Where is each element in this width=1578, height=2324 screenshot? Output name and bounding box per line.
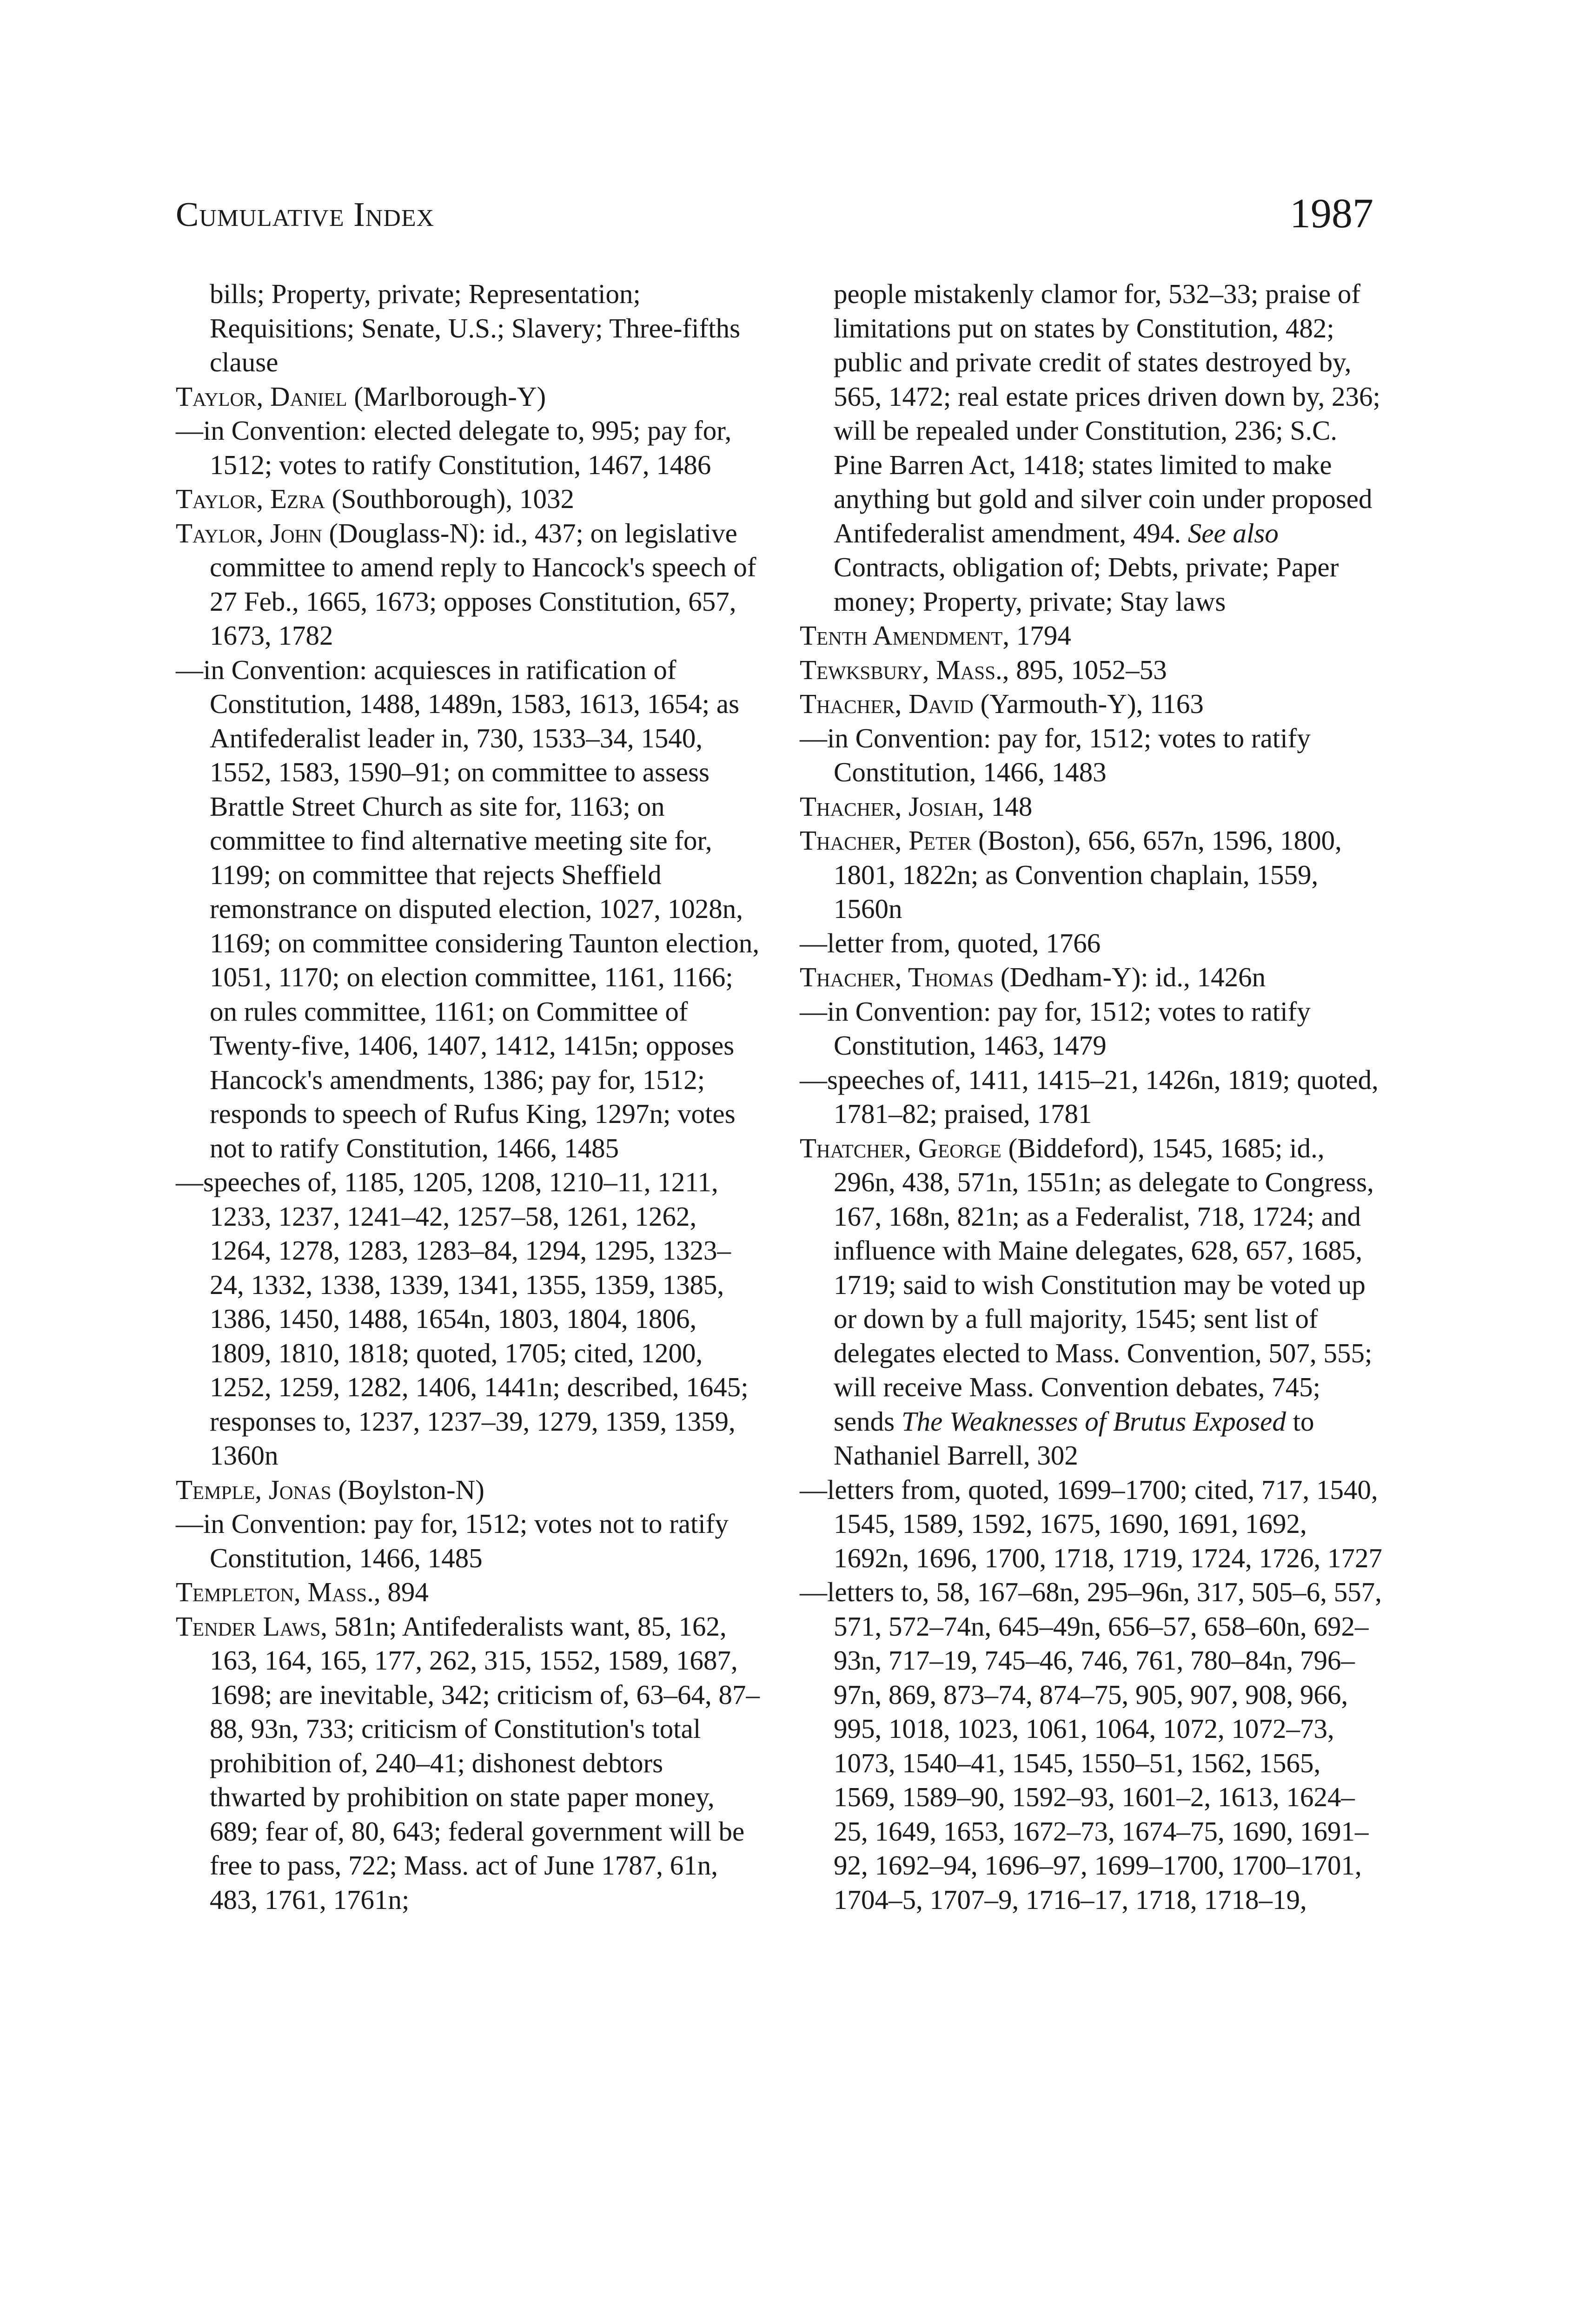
index-entry-continuation: bills; Property, private; Representation; Requisitions; Senate, U.S.; Slavery; Three-fifths clause xyxy=(210,278,741,377)
work-title: The Weaknesses of Brutus Exposed xyxy=(901,1406,1286,1437)
index-column-right xyxy=(800,277,1388,1917)
entry-heading: Thacher, Thomas xyxy=(800,962,994,992)
index-entry: Thatcher, George (Biddeford), 1545, 1685; id., 296n, 438, 571n, 1551n; as delegate to Congress, 167, 168n, 821n; as a Federalist, 718, 1724; and influence with Maine delegates, 628, 657, 1685, 1719; said to wish Constitution may be voted up or down by a full majority, 1545; sent list of delegates elected to Mass. Convention, 507, 555; will receive Mass. Convention debates, 745; sends The Weaknesses of Brutus Exposed to Nathaniel Barrell, 302 xyxy=(800,1132,1374,1471)
entry-heading: Thacher, David xyxy=(800,688,974,719)
index-entry: Templeton, Mass., 894 xyxy=(176,1577,429,1607)
index-entry: Thacher, Thomas (Dedham-Y): id., 1426n xyxy=(800,962,1266,992)
index-subentry: —speeches of, 1411, 1415–21, 1426n, 1819; quoted, 1781–82; praised, 1781 xyxy=(800,1064,1379,1129)
index-subentry: —letters to, 58, 167–68n, 295–96n, 317, 505–6, 557, 571, 572–74n, 645–49n, 656–57, 658–60n, 692–93n, 717–19, 745–46, 746, 761, 780–84n, 796–97n, 869, 873–74, 874–75, 905, 907, 908, 966, 995, 1018, 1023, 1061, 1064, 1072, 1072–73, 1073, 1540–41, 1545, 1550–51, 1562, 1565, 1569, 1589–90, 1592–93, 1601–2, 1613, 1624–25, 1649, 1653, 1672–73, 1674–75, 1690, 1691–92, 1692–94, 1696–97, 1699–1700, 1700–1701, 1704–5, 1707–9, 1716–17, 1718, 1718–19, xyxy=(800,1577,1382,1915)
page-number: 1987 xyxy=(1290,191,1373,237)
entry-heading: Tenth Amendment xyxy=(800,620,1003,651)
index-subentry: —in Convention: acquiesces in ratification of Constitution, 1488, 1489n, 1583, 1613, 1654; as Antifederalist leader in, 730, 1533–34, 1540, 1552, 1583, 1590–91; on committee to assess Brattle Street Church as site for, 1163; on committee to find alternative meeting site for, 1199; on committee that rejects Sheffield remonstrance on disputed election, 1027, 1028n, 1169; on committee considering Taunton election, 1051, 1170; on election committee, 1161, 1166; on rules committee, 1161; on Committee of Twenty-five, 1406, 1407, 1412, 1415n; opposes Hancock's amendments, 1386; pay for, 1512; responds to speech of Rufus King, 1297n; votes not to ratify Constitution, 1466, 1485 xyxy=(176,654,760,1163)
index-entry-continuation: people mistakenly clamor for, 532–33; praise of limitations put on states by Constitution, 482; public and private credit of states destroyed by, 565, 1472; real estate prices driven down by, 236; will be repealed under Constitution, 236; S.C. Pine Barren Act, 1418; states limited to make anything but gold and silver coin under proposed Antifederalist amendment, 494. See also Contracts, obligation of; Debts, private; Paper money; Property, private; Stay laws xyxy=(834,278,1380,617)
entry-heading: Taylor, Ezra xyxy=(176,483,325,514)
index-entry: Tewksbury, Mass., 895, 1052–53 xyxy=(800,654,1167,685)
index-subentry: —letter from, quoted, 1766 xyxy=(800,927,1101,958)
index-entry: Temple, Jonas (Boylston-N) xyxy=(176,1474,484,1505)
index-entry: Taylor, Daniel (Marlborough-Y) xyxy=(176,381,546,412)
index-entry: Thacher, Josiah, 148 xyxy=(800,791,1033,822)
index-entry: Thacher, David (Yarmouth-Y), 1163 xyxy=(800,688,1204,719)
index-subentry: —in Convention: pay for, 1512; votes to ratify Constitution, 1466, 1483 xyxy=(800,722,1311,787)
entry-heading: Tewksbury, Mass. xyxy=(800,654,1002,685)
entry-heading: Taylor, John xyxy=(176,517,322,548)
entry-heading: Thacher, Josiah xyxy=(800,791,978,822)
entry-heading: Tender Laws xyxy=(176,1611,321,1642)
index-subentry: —in Convention: pay for, 1512; votes to ratify Constitution, 1463, 1479 xyxy=(800,996,1311,1061)
index-subentry: —in Convention: elected delegate to, 995; pay for, 1512; votes to ratify Constitution, 1467, 1486 xyxy=(176,415,732,480)
index-subentry: —in Convention: pay for, 1512; votes not to ratify Constitution, 1466, 1485 xyxy=(176,1508,729,1573)
index-entry: Taylor, Ezra (Southborough), 1032 xyxy=(176,483,574,514)
entry-heading: Thacher, Peter xyxy=(800,825,972,856)
index-subentry: —speeches of, 1185, 1205, 1208, 1210–11, 1211, 1233, 1237, 1241–42, 1257–58, 1261, 1262, 1264, 1278, 1283, 1283–84, 1294, 1295, 1323–24, 1332, 1338, 1339, 1341, 1355, 1359, 1385, 1386, 1450, 1488, 1654n, 1803, 1804, 1806, 1809, 1810, 1818; quoted, 1705; cited, 1200, 1252, 1259, 1282, 1406, 1441n; described, 1645; responses to, 1237, 1237–39, 1279, 1359, 1359, 1360n xyxy=(176,1167,749,1471)
entry-heading: Thatcher, George xyxy=(800,1132,1001,1163)
running-header: Cumulative Index xyxy=(176,196,435,234)
index-subentry: —letters from, quoted, 1699–1700; cited, 717, 1540, 1545, 1589, 1592, 1675, 1690, 1691, 1692, 1692n, 1696, 1700, 1718, 1719, 1724, 1726, 1727 xyxy=(800,1474,1382,1573)
index-column-left xyxy=(176,277,764,1917)
see-also-label: See also xyxy=(1187,517,1279,548)
index-entry: Tenth Amendment, 1794 xyxy=(800,620,1071,651)
entry-heading: Taylor, Daniel xyxy=(176,381,347,412)
index-entry: Taylor, John (Douglass-N): id., 437; on legislative committee to amend reply to Hancock's speech of 27 Feb., 1665, 1673; opposes Constitution, 657, 1673, 1782 xyxy=(176,517,756,651)
entry-heading: Temple, Jonas xyxy=(176,1474,332,1505)
index-entry: Tender Laws, 581n; Antifederalists want, 85, 162, 163, 164, 165, 177, 262, 315, 1552, 1589, 1687, 1698; are inevitable, 342; criticism of, 63–64, 87–88, 93n, 733; criticism of Constitution's total prohibition of, 240–41; dishonest debtors thwarted by prohibition on state paper money, 689; fear of, 80, 643; federal government will be free to pass, 722; Mass. act of June 1787, 61n, 483, 1761, 1761n; xyxy=(176,1611,760,1915)
entry-heading: Templeton, Mass. xyxy=(176,1577,374,1607)
index-entry: Thacher, Peter (Boston), 656, 657n, 1596, 1800, 1801, 1822n; as Convention chaplain, 1559, 1560n xyxy=(800,825,1342,924)
